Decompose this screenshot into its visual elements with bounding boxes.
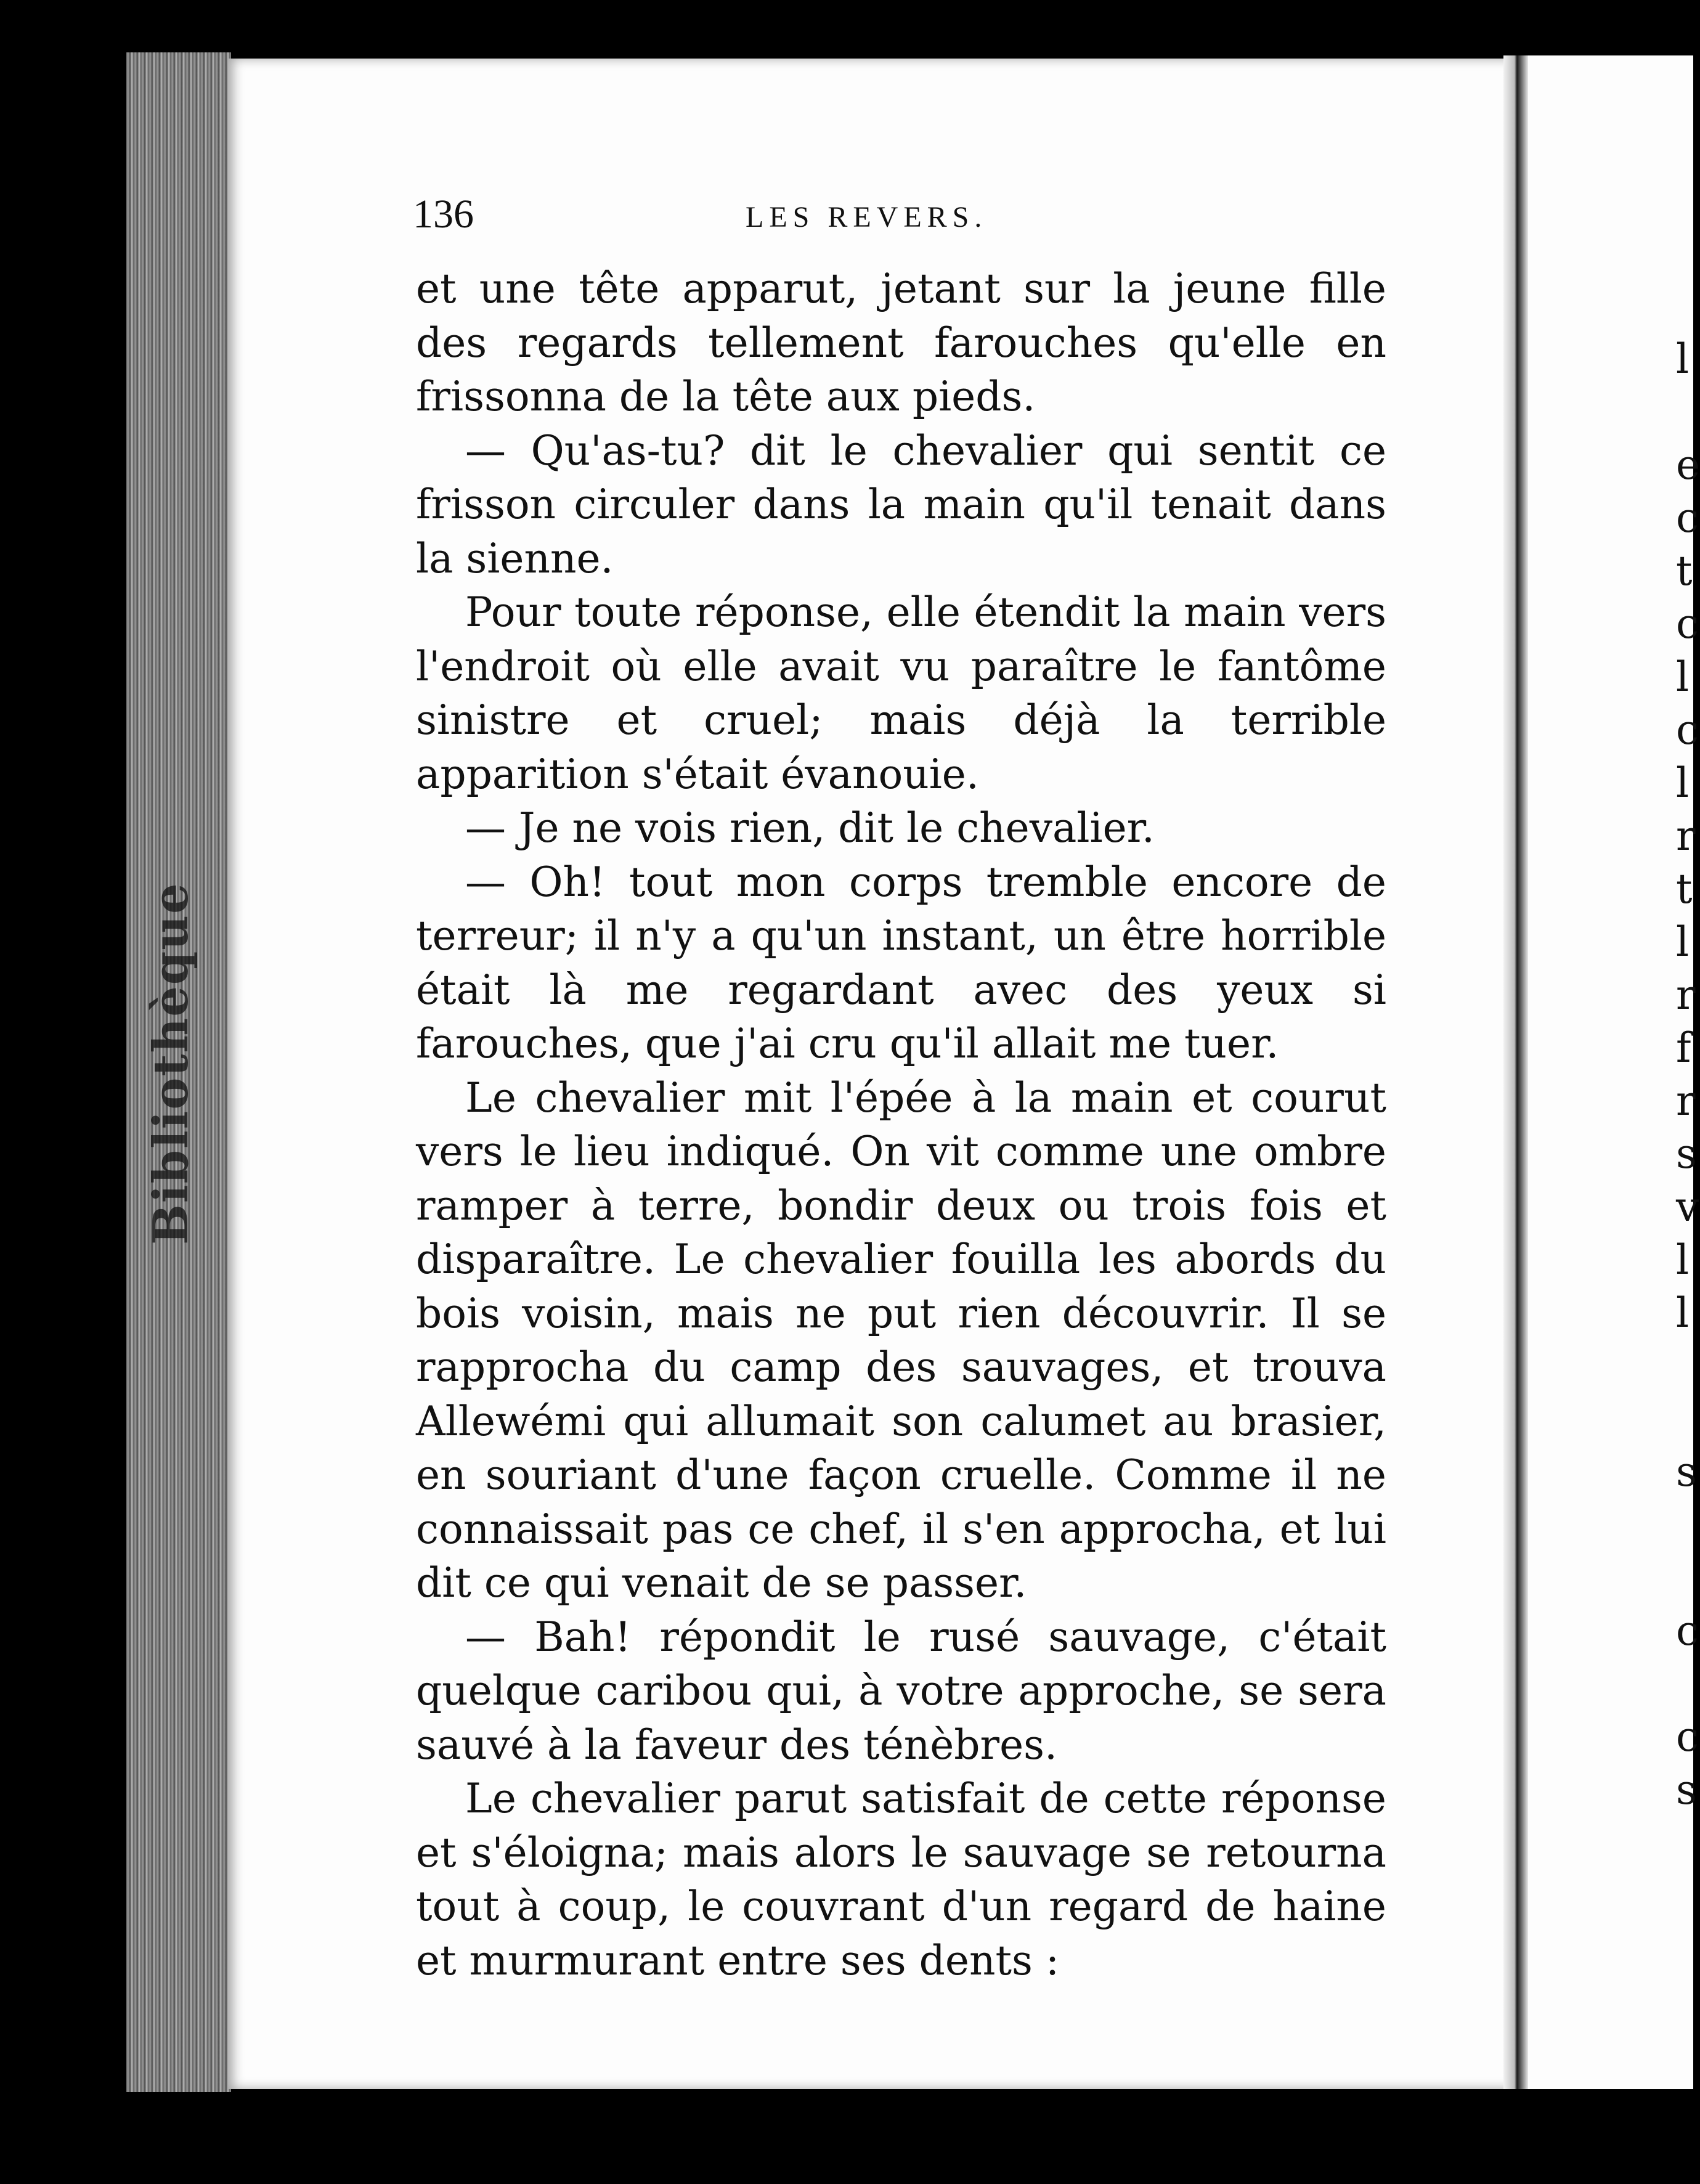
running-head: LES REVERS.: [746, 201, 988, 234]
facing-fragment: r: [1676, 1077, 1696, 1125]
facing-fragment: s: [1676, 1448, 1697, 1496]
paragraph: — Bah! répondit le rusé sauvage, c'était quelque caribou qui, à votre approche, se sera sauvé à la faveur des ténèbres.: [416, 1613, 1386, 1769]
facing-fragment: s: [1676, 1130, 1697, 1178]
facing-fragment: s: [1676, 1766, 1697, 1814]
page-number: 136: [413, 192, 474, 237]
facing-fragment: c: [1676, 600, 1699, 648]
facing-fragment: l: [1676, 759, 1690, 807]
facing-fragment: t: [1676, 547, 1693, 595]
facing-fragment: e: [1676, 441, 1700, 489]
facing-fragment: [1676, 1499, 1693, 1552]
facing-page: [1528, 55, 1700, 2089]
page-header: [413, 191, 1306, 253]
library-stamp: Bibliothèque: [143, 882, 199, 1245]
facing-fragment: l: [1676, 1289, 1690, 1337]
facing-fragment: [1676, 1552, 1693, 1605]
facing-fragment: [1676, 1658, 1693, 1711]
facing-fragment: l: [1676, 335, 1690, 383]
facing-fragment: [1676, 386, 1693, 439]
paragraph: Le chevalier parut satisfait de cette réponse et s'éloigna; mais alors le sauvage se retourna tout à coup, le couvrant d'un regard de haine et murmurant entre ses dents :: [416, 1775, 1386, 1984]
facing-fragment: [1676, 1393, 1693, 1446]
facing-fragment: l: [1676, 1236, 1690, 1284]
facing-fragment: c: [1676, 1713, 1699, 1761]
facing-fragment: r: [1676, 971, 1696, 1019]
facing-page-text-fragments: [1676, 333, 1700, 1817]
facing-fragment: v: [1676, 1183, 1699, 1231]
body-text: [416, 262, 1386, 1987]
facing-fragment: r: [1676, 812, 1696, 860]
facing-fragment: [1676, 1340, 1693, 1393]
paragraph: — Oh! tout mon corps tremble encore de terreur; il n'y a qu'un instant, un être horrible était là me regardant avec des yeux si farouches, que j'ai cru qu'il allait me tuer.: [416, 858, 1386, 1067]
facing-fragment: l: [1676, 918, 1690, 966]
paragraph: et une tête apparut, jetant sur la jeune fille des regards tellement farouches qu'elle en frissonna de la tête aux pieds.: [416, 265, 1386, 420]
book-gutter: [1503, 55, 1528, 2089]
facing-fragment: c: [1676, 494, 1699, 542]
facing-fragment: c: [1676, 706, 1699, 754]
facing-fragment: c: [1676, 1607, 1699, 1655]
paragraph: — Qu'as-tu? dit le chevalier qui sentit ce frisson circuler dans la main qu'il tenait dans la sienne.: [416, 426, 1386, 582]
facing-fragment: t: [1676, 865, 1693, 913]
paragraph: Pour toute réponse, elle étendit la main vers l'endroit où elle avait vu paraître le fantôme sinistre et cruel; mais déjà la terrible apparition s'était évanouie.: [416, 589, 1386, 798]
facing-fragment: l: [1676, 653, 1690, 701]
paragraph: Le chevalier mit l'épée à la main et courut vers le lieu indiqué. On vit comme une ombre ramper à terre, bondir deux ou trois fois et disparaître. Le chevalier fouilla les abords du bois voisin, mais ne put rien découvrir. Il se rapprocha du camp des sauvages, et trouva Allewémi qui allumait son calumet au brasier, en souriant d'une façon cruelle. Comme il ne connaissait pas ce chef, il s'en approcha, et lui dit ce qui venait de se passer.: [416, 1074, 1386, 1607]
paragraph: — Je ne vois rien, dit le chevalier.: [465, 804, 1155, 852]
facing-fragment: f: [1676, 1024, 1691, 1072]
